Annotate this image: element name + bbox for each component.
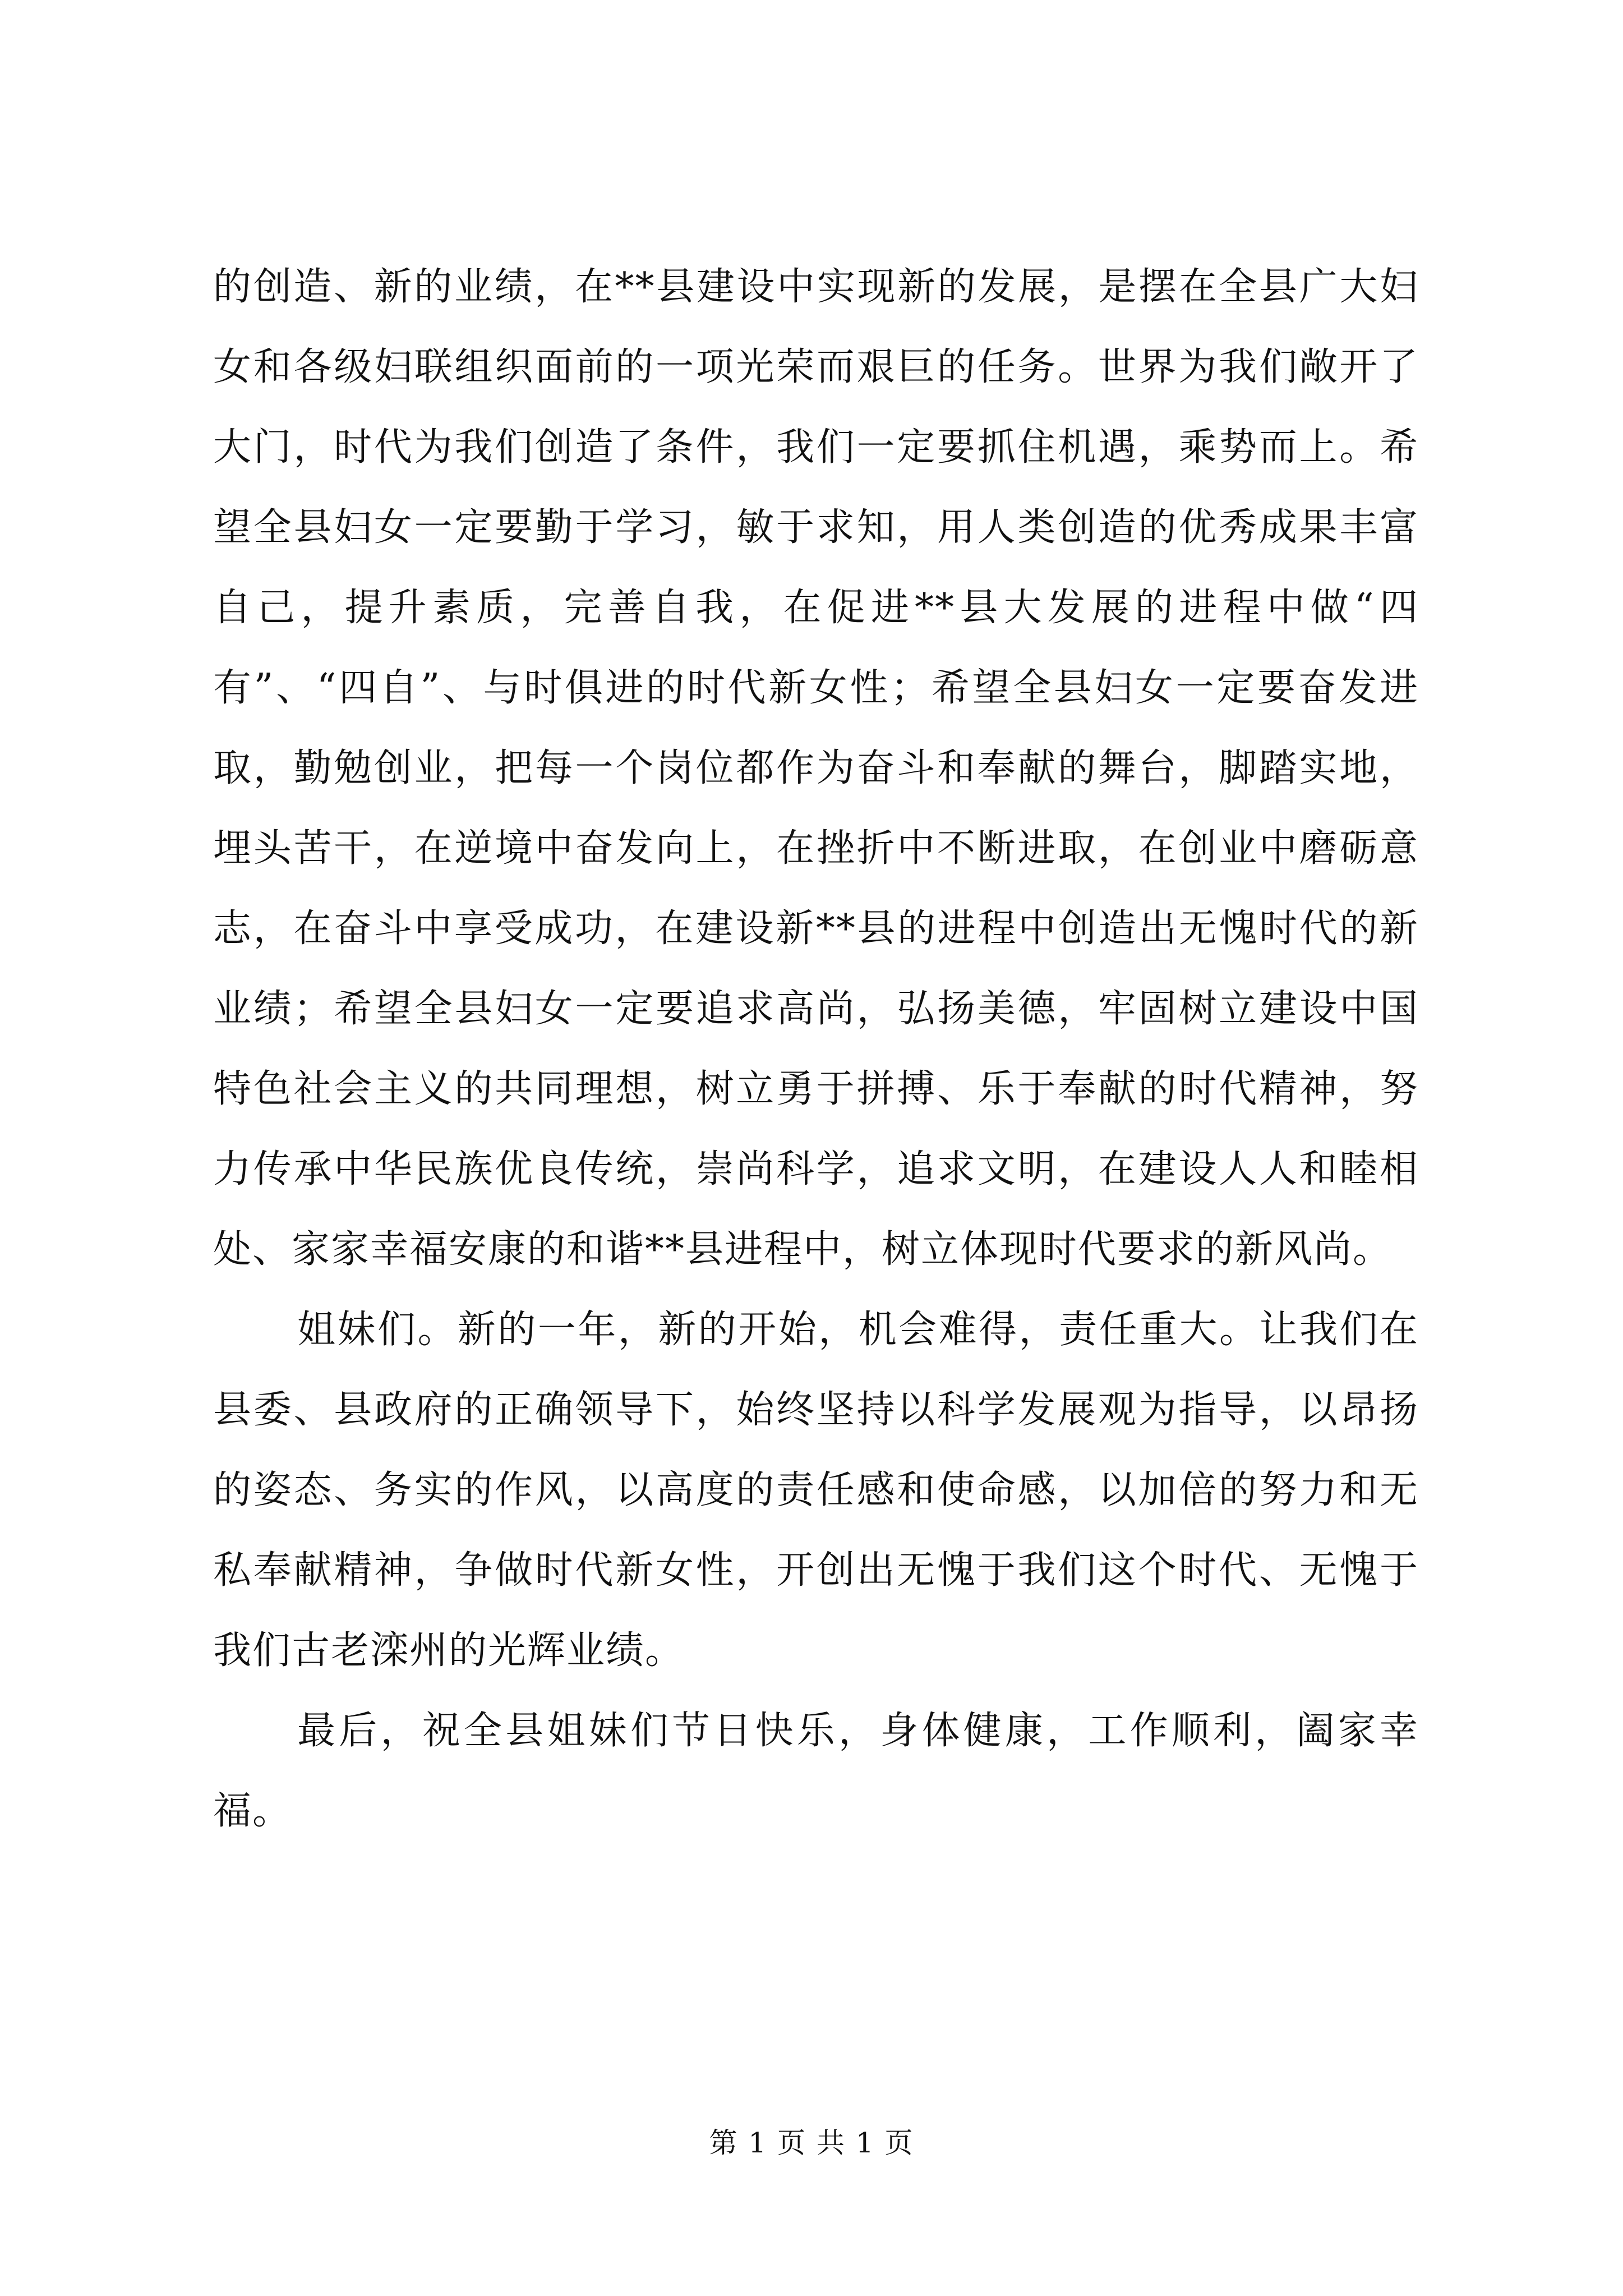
document-body <box>213 247 1419 1851</box>
body-paragraph-2: 姐妹们。新的一年，新的开始，机会难得，责任重大。让我们在县委、县政府的正确领导下，始终坚持以科学发展观为指导，以昂扬的姿态、务实的作风，以高度的责任感和使命感，以加倍的努力和无私奉献精神，争做时代新女性，开创出无愧于我们这个时代、无愧于我们古老滦州的光辉业绩。 <box>213 1308 1419 1673</box>
body-paragraph-3: 最后，祝全县姐妹们节日快乐，身体健康，工作顺利，阖家幸福。 <box>213 1709 1419 1833</box>
page-number-footer: 第 1 页 共 1 页 <box>709 2127 914 2159</box>
body-paragraph-1: 的创造、新的业绩，在**县建设中实现新的发展，是摆在全县广大妇女和各级妇联组织面前的一项光荣而艰巨的任务。世界为我们敞开了大门，时代为我们创造了条件，我们一定要抓住机遇，乘势而上。希望全县妇女一定要勤于学习，敏于求知，用人类创造的优秀成果丰富自己，提升素质，完善自我，在促进**县大发展的进程中做“四有”、“四自”、与时俱进的时代新女性；希望全县妇女一定要奋发进取，勤勉创业，把每一个岗位都作为奋斗和奉献的舞台，脚踏实地，埋头苦干，在逆境中奋发向上，在挫折中不断进取，在创业中磨砺意志，在奋斗中享受成功，在建设新**县的进程中创造出无愧时代的新业绩；希望全县妇女一定要追求高尚，弘扬美德，牢固树立建设中国特色社会主义的共同理想，树立勇于拼搏、乐于奉献的时代精神，努力传承中华民族优良传统，崇尚科学，追求文明，在建设人人和睦相处、家家幸福安康的和谐**县进程中，树立体现时代要求的新风尚。 <box>213 265 1419 1272</box>
